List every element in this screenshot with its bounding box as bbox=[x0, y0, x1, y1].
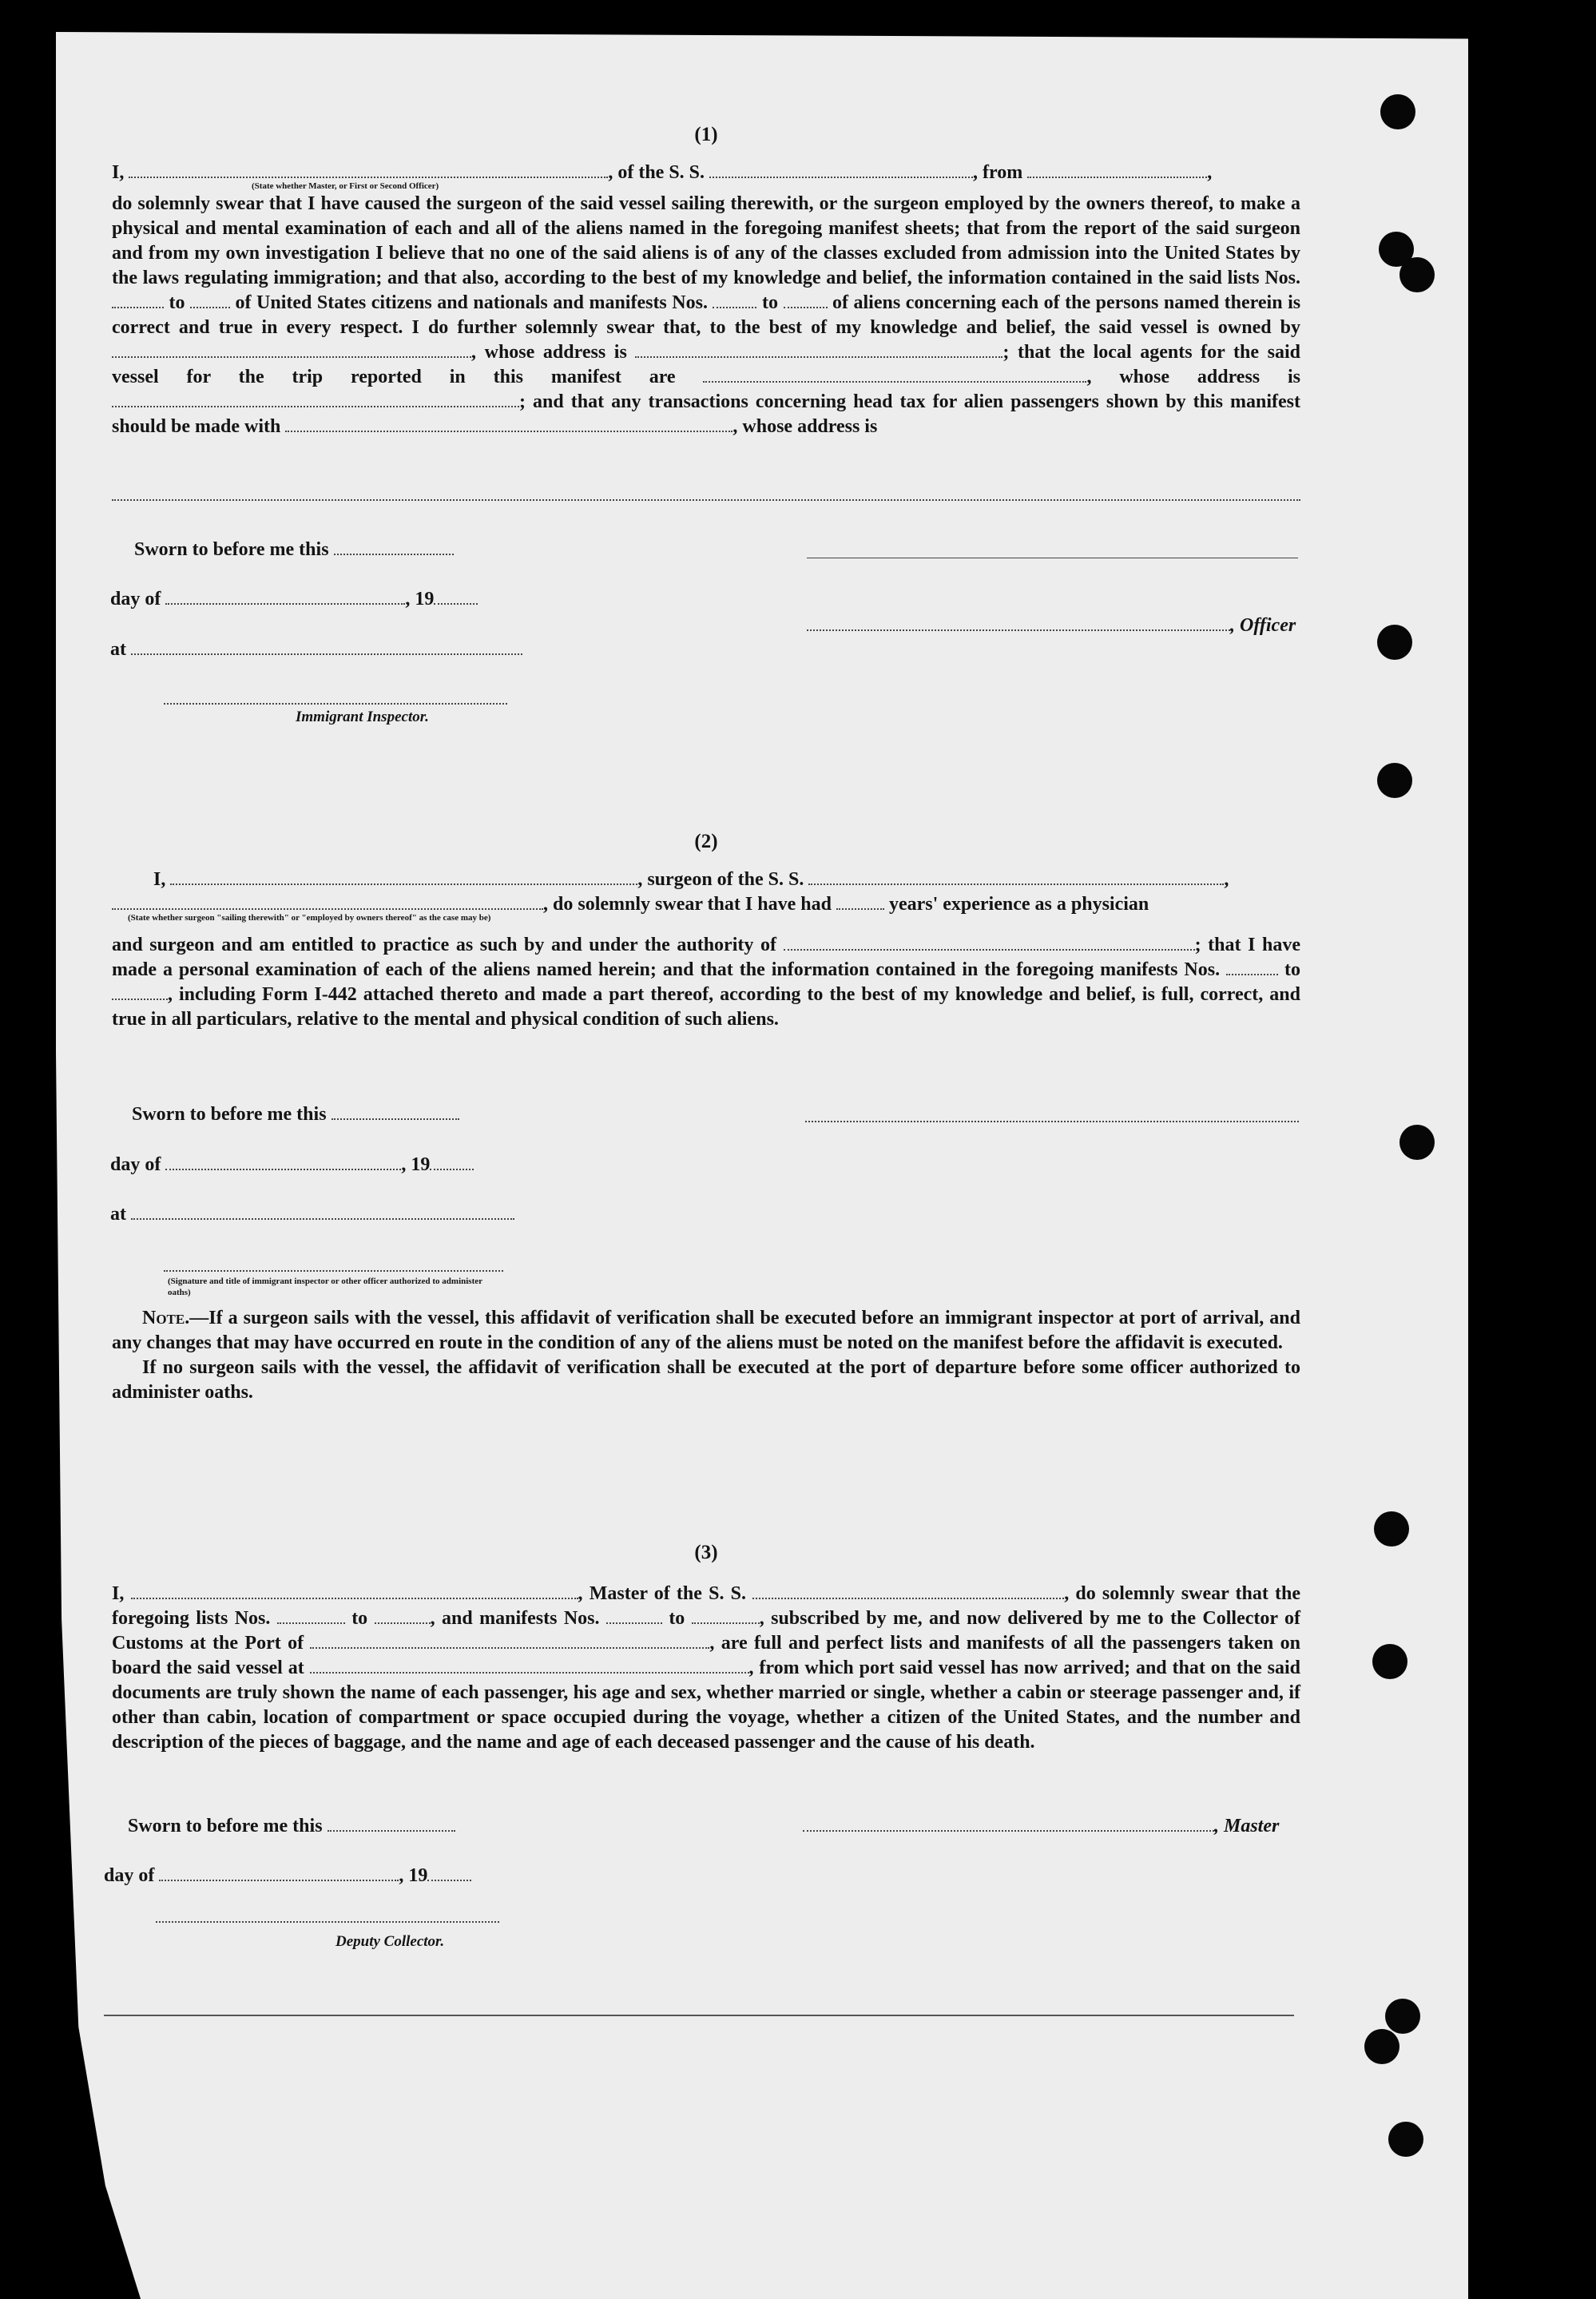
section-3-body: I, , Master of the S. S. , do solemnly swear that the foregoing lists Nos. to , and manifests Nos. to , subscribed by me, and now delivered by me to the Collector of Customs at the Port of , are full and perfect lists and manifests of all the passengers taken on board the said vessel at , from which port said vessel has now arrived; and that on the said documents are truly shown the name of each passenger, his age and sex, whether married or single, whether a cabin or steerage passenger and, if other than cabin, location of compartment or space occupied during the voyage, whether a citizen of the United States, and the number and description of the pieces of baggage, and the name and age of each deceased passenger and the cause of his death. bbox=[112, 1583, 1301, 1753]
s2-at: at bbox=[110, 1202, 514, 1225]
surgeon-name-field[interactable] bbox=[170, 868, 637, 885]
section-1-body: do solemnly swear that I have caused the surgeon of the said vessel sailing therewith, or the surgeon employed by the owners thereof, to make a physical and mental examination of each and all of the aliens named in the foregoing manifest sheets; that from the report of the said surgeon and from my own investigation I believe that no one of the said aliens is of any of the classes excluded from admission into the United States by the laws regulating immigration; and that also, according to the best of my knowledge and belief, the information contained in the said lists Nos. to of United States citizens and nationals and manifests Nos. to of aliens concerning each of the persons named therein is correct and true in every respect. I do further solemnly swear that, to the best of my knowledge and belief, the said vessel is owned by , whose address is ; that the local agents for the said vessel for the trip reported in this manifest are , whose address is ; and that any transactions concerning head tax for alien passengers shown by this manifest should be made with , whose address is bbox=[112, 193, 1301, 437]
s2-signature-caption: (Signature and title of immigrant inspector or other officer authorized to administer oaths) bbox=[168, 1277, 482, 1297]
s2-sworn: Sworn to before me this bbox=[132, 1102, 459, 1126]
s1-sworn-field[interactable] bbox=[334, 538, 454, 555]
s3-boarding-field[interactable] bbox=[310, 1656, 749, 1674]
owner-field[interactable] bbox=[112, 340, 471, 358]
section-2-line2: , do solemnly swear that I have had years' experience as a physician bbox=[112, 892, 1300, 917]
binder-hole bbox=[1364, 2029, 1399, 2064]
binder-hole bbox=[1388, 2122, 1423, 2157]
vessel-field[interactable] bbox=[709, 161, 973, 178]
lists-from-field[interactable] bbox=[112, 291, 164, 308]
agents-address-field[interactable] bbox=[112, 390, 519, 407]
s2-at-field[interactable] bbox=[131, 1202, 514, 1220]
s1-day: day of , 19 bbox=[110, 587, 478, 610]
lists-to-field[interactable] bbox=[190, 291, 230, 308]
section-1-number: (1) bbox=[694, 124, 718, 145]
binder-hole bbox=[1377, 763, 1412, 798]
section-2-note bbox=[112, 1306, 1300, 1405]
section-2-number: (2) bbox=[694, 831, 718, 852]
agents-field[interactable] bbox=[703, 365, 1086, 383]
binder-hole bbox=[1399, 1125, 1435, 1160]
rank-field[interactable] bbox=[129, 161, 608, 178]
binder-hole bbox=[1385, 1999, 1420, 2034]
binder-hole bbox=[1372, 1644, 1407, 1679]
s3-lists-to-field[interactable] bbox=[375, 1606, 431, 1624]
master-signature: , Master bbox=[803, 1814, 1279, 1837]
section-2 bbox=[112, 831, 1300, 1032]
s2-manifests-to-field[interactable] bbox=[112, 983, 168, 1000]
section-2-body: and surgeon and am entitled to practice as such by and under the authority of ; that I have made a personal examination of each of the aliens named herein; and that the information contained in the foregoing manifests Nos. to , including Form I-442 attached thereto and made a part thereof, according to the best of my knowledge and belief, is full, correct, and true in all particulars, relative to the mental and physical condition of such aliens. bbox=[112, 935, 1301, 1030]
surgeon-caption: (State whether surgeon "sailing therewith" or "employed by owners thereof" as the case may be) bbox=[128, 913, 491, 923]
manifests-from-field[interactable] bbox=[713, 291, 756, 308]
s3-year-field[interactable] bbox=[427, 1864, 471, 1881]
s2-officer-signature-line[interactable] bbox=[164, 1270, 503, 1272]
s3-day-field[interactable] bbox=[159, 1864, 399, 1881]
section-3-number: (3) bbox=[694, 1542, 718, 1563]
binder-hole bbox=[1377, 625, 1412, 660]
s1-at: at bbox=[110, 637, 522, 661]
note-paragraph-2: If no surgeon sails with the vessel, the affidavit of verification shall be executed at the port of departure before some officer authorized to administer oaths. bbox=[112, 1357, 1300, 1403]
section-1 bbox=[112, 124, 1300, 439]
section-2-line1: I, , surgeon of the S. S. , bbox=[153, 869, 1229, 890]
s1-at-field[interactable] bbox=[131, 637, 522, 655]
surgeon-vessel-field[interactable] bbox=[808, 868, 1224, 885]
s2-year-field[interactable] bbox=[430, 1153, 474, 1170]
s3-name-field[interactable] bbox=[131, 1582, 578, 1599]
s1-day-field[interactable] bbox=[165, 587, 405, 605]
bottom-rule bbox=[104, 2015, 1294, 2016]
note-paragraph: Note.—If a surgeon sails with the vessel, this affidavit of verification shall be executed before an immigrant inspector at port of arrival, and any changes that may have occurred en route in the condition of any of the aliens must be noted on the manifest before the affidavit is executed. bbox=[112, 1308, 1300, 1353]
surgeon-status-field[interactable] bbox=[112, 892, 543, 910]
s3-day: day of , 19 bbox=[104, 1864, 471, 1887]
from-field[interactable] bbox=[1027, 161, 1207, 178]
s2-sworn-field[interactable] bbox=[332, 1102, 459, 1120]
s2-day: day of , 19 bbox=[110, 1153, 474, 1176]
authority-field[interactable] bbox=[784, 933, 1195, 951]
deputy-signature-line[interactable] bbox=[156, 1921, 499, 1923]
binder-hole bbox=[1380, 94, 1415, 129]
rank-caption: (State whether Master, or First or Second Officer) bbox=[252, 181, 439, 191]
s3-manifests-from-field[interactable] bbox=[606, 1606, 662, 1624]
s3-sworn: Sworn to before me this bbox=[128, 1814, 455, 1837]
binder-hole bbox=[1399, 257, 1435, 292]
officer-signature: , Officer bbox=[807, 613, 1296, 637]
s1-year-field[interactable] bbox=[434, 587, 478, 605]
binder-hole bbox=[1374, 1511, 1409, 1547]
years-field[interactable] bbox=[836, 892, 884, 910]
owner-address-field[interactable] bbox=[635, 340, 1002, 358]
s2-signature-line[interactable] bbox=[805, 1121, 1299, 1122]
officer-field[interactable] bbox=[807, 613, 1230, 631]
master-field[interactable] bbox=[803, 1814, 1214, 1832]
s3-lists-from-field[interactable] bbox=[277, 1606, 345, 1624]
section-3 bbox=[112, 1542, 1300, 1755]
s3-port-field[interactable] bbox=[310, 1631, 709, 1649]
s3-vessel-field[interactable] bbox=[752, 1582, 1064, 1599]
headtax-address-line[interactable] bbox=[112, 499, 1300, 501]
s1-sworn: Sworn to before me this bbox=[134, 538, 454, 561]
deputy-caption: Deputy Collector. bbox=[335, 1933, 445, 1950]
s3-sworn-field[interactable] bbox=[328, 1814, 455, 1832]
s2-manifests-from-field[interactable] bbox=[1226, 958, 1278, 975]
s2-day-field[interactable] bbox=[165, 1153, 401, 1170]
headtax-field[interactable] bbox=[285, 415, 732, 432]
inspector-caption: Immigrant Inspector. bbox=[296, 709, 429, 725]
inspector-signature-line[interactable] bbox=[164, 703, 507, 705]
section-1-line1: I, , of the S. S. , from , bbox=[112, 162, 1213, 183]
s3-manifests-to-field[interactable] bbox=[692, 1606, 760, 1624]
manifests-to-field[interactable] bbox=[784, 291, 828, 308]
